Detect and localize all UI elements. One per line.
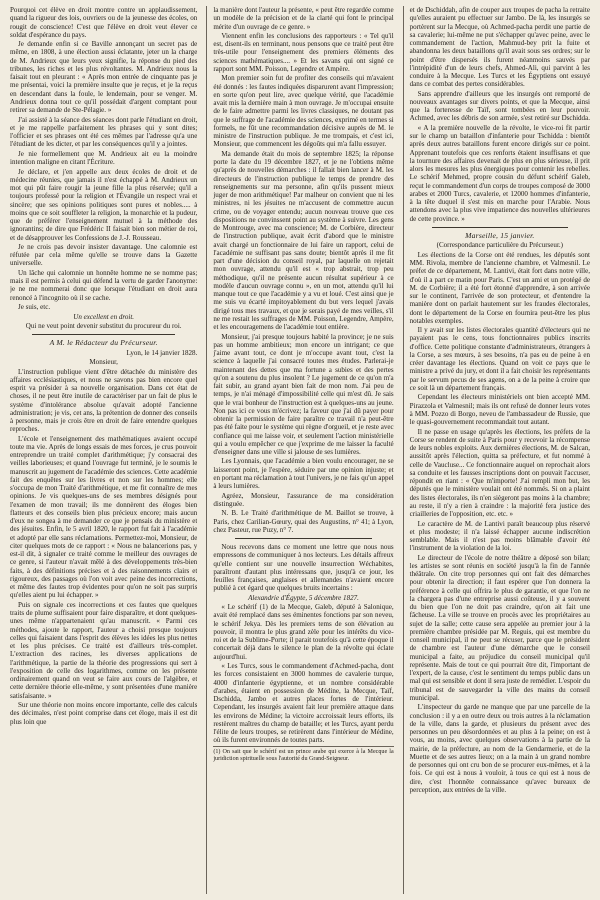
- article-paragraph: « A la première nouvelle de la révolte, le vice-roi fit partir sur le champ un bataillon d'infanterie pour Tschidda : bientôt après deux autres bataillons furent encore dirigés sur ce point. Apprenant toutefois que ces renforts étaient insuffisans et que la tournure des affaires devenait de plus en plus sérieuse, il prit alors les mesures les plus énergiques pour contenir les rebelles. Le schérif Mehmed, propre cousin du défunt schérif Galeb, reçut le commandement d'un corps de troupes composé de 3000 arabes et 2000 Turcs, cavalerie, et 12000 hommes d'infanterie, à la tête duquel il s'est mis en marche pour l'Arabie. Nous attendons avec la plus vive impatience des nouvelles ultérieures de cette province. »: [409, 123, 590, 223]
- report-dateline-text: Alexandrie d'Égypte, 5 décembre 1827.: [248, 593, 359, 602]
- article-paragraph: Cependant les électeurs ministériels ont bien accepté MM. Pirazzola et Valmesnil; mais ils ont refusé de donner leurs votes à MM. Pozzo di Borgo, neveu de l'ambassadeur de Russie, que le quasi-gouvernement recommandait tout autant.: [409, 393, 590, 427]
- article-paragraph: Puis on signale ces incorrections et ces fautes que quelques traits de plume suffisaient pour faire disparaître, et dont quelques-unes même n'appartenaient qu'au manuscrit. « Parmi ces méthodes, ajoute le rapport, l'auteur a choisi presque toujours celles qui faisaient dans l'esprit des élèves les idées les plus nettes et les plus précises. Ce traité est d'ailleurs très-complet. L'extraction des racines, les diverses applications de l'arithmétique, la partie de la théorie des progressions qui sert à l'exposition de celle des logarithmes, comme on les présente ordinairement quand on veut se faire aux cours de l'algèbre, et cette dernière théorie elle-même, y sont présentées d'une manière satisfaisante. »: [10, 600, 198, 700]
- signature-note: Qui ne veut point devenir substitut du procureur du roi.: [25, 321, 182, 330]
- article-paragraph: L'école et l'enseignement des mathématiques avaient occupé toute ma vie. Après de longs essais de mes forces, je crus pouvoir entreprendre un traité complet d'arithmétique; j'y consacrai des veilles laborieuses; et quand l'ouvrage fut terminé, je le soumis le manuscrit au jugement de l'académie des sciences. Cette académie fait des enquêtes sur les livres et non sur les hommes; elle s'occupa de mon Traité d'arithmétique, et me fit connaître de mes opinions. Je vis quelques-uns de ses membres désignés pour l'examen de mon travail; ils me donnèrent des éloges bien flatteurs et des conseils bien plus précieux encore; mais aucun d'eux ne songea à me demander ce que je pensais du ministère et des jésuites. Enfin, le 5 avril 1820, le rapport fut fait à l'académie et adopté par elle sans réclamations. Permettez-moi, Monsieur, de citer quelques mots de ce rapport : « Nous ne balancerions pas, y est-il dit, à signaler ce traité comme le meilleur des ouvrages de ce genre, si l'auteur n'avait mêlé à des développements très-bien faits, à des définitions précises et à des raisonnements clairs et rigoureux, des passages où l'on voit avec peine des incorrections, et même des fautes trop évidentes pour qu'on ne soit pas surpris qu'elles aient pu lui échapper. »: [10, 434, 198, 600]
- section-heading: [410, 232, 590, 240]
- article-paragraph: Il y avait sur les listes électorales quantité d'électeurs qui ne payaient pas le cens, tous fonctionnaires publics inscrits d'office. Cette politique constante d'administrateurs, étrangers à la Corse, a ses mœurs, à ses besoins, n'a pas eu de peine à en créer davantage les élections. Quand on voit ce pays que le ministre a privé du jury, et dont il a fait choisir les représentants par le servum pecus de ses agens, on a de la peine à croire que ce soit là un département français.: [409, 326, 590, 392]
- section-heading-text: Marseille, 15 janvier.: [465, 230, 535, 240]
- article-paragraph: la manière dont l'auteur la présente, « peut être regardée comme un modèle de la précision et de la clarté qui font le principal mérite d'un ouvrage de ce genre. »: [213, 6, 394, 31]
- footnote: (1) On sait que le schérif est un prince arabe qui exerce à la Mecque la juridiction spirituelle sous l'autorité du Grand-Seigneur.: [213, 746, 393, 763]
- column-3: [403, 6, 590, 894]
- closing-line: Je suis, etc.: [18, 303, 51, 312]
- signature-text: Un excellent en droit.: [73, 312, 135, 321]
- newspaper-columns: [10, 6, 590, 894]
- article-paragraph: L'instruction publique vient d'être détachée du ministère des affaires ecclésiastiques, et nous ne savons pas bien encore quel esprit va présider à sa nouvelle organisation. Dans cet état de choses, il ne peut être inutile de caractériser par un fait de plus le système d'intolérance absolue qu'avait adopté l'ancienne administration; je vis, cet ans, la prétention de donner des conseils à personne, mais je crois être en droit de faire entendre quelques reproches.: [10, 367, 198, 434]
- article-paragraph: Monsieur, j'ai presque toujours habité la province; je ne suis pas un homme ambitieux; mon encore un intrigant; ce que j'aime avant tout, ce dont je m'occupe avant tout, c'est la science à laquelle j'ai consacré toutes mes études. Parlerai-je maintenant des dettes que ma fortune a subies et des pertes qu'on a soutenu du plus insolent ? Le jugement de ce qu'on m'a fait subir, au grand ayant bien fait de mon nom. J'ai peu de temps, je n'ai ménagé d'impossibilité celle qui m'est dû. Je sais que le vrai bonheur de l'instruction est à quelques-uns au jeune. Non pas ici ce vous m'écrivez; la faveur que j'ai dû payer pour obtenir la permission de faire paraître ce travail n'a peut-être pas été faite pour le système qui règne d'orgueil, et je reste avec confiance qui me laisse voir, et seulement l'action ministérielle qui a voulu empêcher ce que j'exprime de me laisser la faculté d'enseigner dans une ville si jalouse de ses lumières.: [213, 332, 394, 456]
- letter-dateline: Lyon, le 14 janvier 1828.: [126, 348, 198, 357]
- article-paragraph: Sans apprendre d'ailleurs que les insurgés ont remporté de nouveaux avantages sur divers points, et que la Mecque, ainsi que la forteresse de Taïf, sont tombées en leur pouvoir. Achmed, avec les débris de son armée, s'est retiré sur Dschidda.: [409, 89, 590, 123]
- letter-salutation: Monsieur,: [89, 358, 118, 367]
- signature: [10, 313, 197, 321]
- article-paragraph: Je nie formellement que M. Andrieux ait eu la moindre intention maligne en citant l'Écriture.: [10, 149, 198, 167]
- article-paragraph: « Le schérif (1) de la Mecque, Galeb, député à Salonique, avait été remplacé dans ses éminentes fonctions par son neveu, le schérif Jekya. Dès les premiers tems de son élévation au pouvoir, il montra le plus grand zèle pour les intérêts du vice-roi et de la Sublime-Porte; il parait toutefois qu'à cette époque il concertait déjà dans le silence le plan de la révolte qui éclate aujourd'hui.: [213, 603, 394, 661]
- article-paragraph: Il ne passe en usage qu'après les élections, les préfets de la Corse se rendent de suite à Paris pour y recevoir la récompense de leurs nobles exploits. Aux dernières élections, M. de Salcan, aussitôt après l'élection, quitta sa préfecture, et fut nommé à celle de Vaucluse... Ce fonctionnaire auquel on reprochait alors sa conduite et les fausses inscriptions dont on pouvait l'accuser, répondit en riant : « Que m'importe! J'ai rempli mon but, les députés que le ministère voulait ont été nommés. Si on a plaint des listes électorales, ils n'en siègeront pas moins à la chambre; au reste, il n'y a rien à craindre : la majorité fera justice des criailleries de l'opposition, etc. etc. »: [409, 427, 590, 519]
- article-paragraph: Mon premier soin fut de profiter des conseils qui m'avaient été donnés : les fautes indiquées disparurent avant l'impression; en sorte qu'on peut lire, avec quelque vérité, que l'académie avait mis la dernière main à mon ouvrage. Je m'occupai ensuite de le faire admettre parmi les livres classiques, ne doutant pas que le suffrage de l'académie des sciences, exprimé en termes si formels, ne fût une recommandation décisive auprès de M. le ministre de l'instruction publique. Je me trompais, et c'est ici, Monsieur, que commencent les dégoûts qui m'a fallu essuyer.: [213, 74, 394, 149]
- article-paragraph: Je déclare, et j'en appelle aux deux écoles de droit et de médecine réunies, que jamais il n'est échappé à M. Andrieux un mot qui pût faire rougir la jeune fille la plus réservée; qu'il a toujours professé pour la religion et l'Évangile un respect vrai et sincère; que ses opinions politiques sont pures et nobles..... à moins que ce soit souffleter la religion, la monarchie et la pudeur, que de préférer l'enseignement mutuel à la méthode des ignorantins; de dire que Frédéric II faisait bien son métier de roi, et de désapprouver les Confessions de J.-J. Rousseau.: [10, 167, 198, 242]
- article-note: N. B. Le Traité d'arithmétique de M. Baillot se trouve, à Paris, chez Carilian-Gœury, quai des Augustins, n° 41; à Lyon, chez Pasteur, rue Puzy, n° 7.: [213, 509, 394, 534]
- article-paragraph: Ma demande était du mois de septembre 1825; la réponse porte la date du 19 décembre 1827, et je ne l'obtiens même qu'après de nouvelles démarches : il fallait bien lancer à M. les directeurs de l'instruction publique le temps de prendre des renseignements sur ma personne, afin qu'ils pussent mieux juger de mon arithmétique! Par malheur on convient que ni les ministres, ni les jésuites ne m'accusent de commettre aucun crime, ou de voyager entendu; aucun nouveau trouve que ces dispositions ne convinssent point au système à suivre. Les gens de Montrouge, avec ma conscience; M. de Corbière, directeur de l'instruction publique, avait écrit d'abord que le ministre avait chargé un fonctionnaire de lui faire un rapport, celui de l'académie ne suffisant pas sans doute; bientôt après il me fit part d'une décision du conseil royal, par laquelle on rejetait mon ouvrage, attendu qu'il est « trop abstrait, trop peu méthodique, qu'il ne présente aucun résultat supérieur à ce modèle d'aucun ouvrage connu », en un mot, attendu qu'il lui manque tout ce que l'académie y a vu et loué. C'est ainsi que je me suis vu écarté impitoyablement du but vers lequel j'avais dirigé tous mes travaux, et que je serais payé de mes veilles, s'il ne me restait les suffrages de MM. Poisson, Legendre, Ampère, et les encouragemens de l'académie tout entière.: [213, 149, 394, 332]
- article-paragraph: Sur une théorie non moins encore importante, celle des calculs des décimales, n'est point comprise dans cet éloge, mais il est dit plus loin que: [10, 701, 198, 726]
- article-paragraph: Je ne crois pas devoir insister davantage. Une calomnie est réfutée par cela même qu'elle se trouve dans la Gazette universelle.: [10, 242, 198, 268]
- article-paragraph: Un lâche qui calomnie un honnête homme ne se nomme pas; mais il est permis à celui qui défend la vertu de garder l'anonyme: je ne me nommerai donc que lorsque l'étudiant en droit aura renoncé à l'incognito où il se cache.: [10, 268, 198, 302]
- article-paragraph: et de Dschiddah, afin de couper aux troupes de pacha la retraite qu'elles auraient pu effectuer sur Jambo. De là, les insurgés se portèrent sur la Mecque, où Achmed-pacha perdit une partie de sa cavalerie; lui-même ne put s'échapper qu'avec peine, avec le commandement de l'action, Mahmud-bey prit la fuite et abandonna les deux bataillons qu'il avait sous ses ordres; sur le point d'être dispersés ils furent néanmoins sauvés par l'intrépidité d'un de leurs chefs, Ahmed-Ali, qui parvint à les conduire à la Mecque. Les Turcs et les Égyptiens ont essuyé dans ce combat des pertes considérables.: [409, 6, 590, 89]
- article-paragraph: J'ai assisté à la séance des séances dont parle l'étudiant en droit, et je me rappelle parfaitement les phrases qui y sont dites; l'officier et ses phrases ont été ces mêmes par l'adresse qu'a une l'étudiant de les dicter, et par les conséquences qu'il y a jointes.: [10, 115, 198, 149]
- section-divider: [235, 538, 371, 539]
- column-1: [10, 6, 197, 894]
- article-paragraph: « Les Turcs, sous le commandement d'Achmed-pacha, dont les forces consistaient en 3000 hommes de cavalerie turque, 4000 d'infanterie égyptienne, et un nombre considérable d'arabes, étaient en possession de Médine, la Mecque, Taïf, Dschidda, Jambo et autres places fortes de l'intérieur. Cependant, les insurgés avaient fait leur première attaque dans les environs de Médine; la victoire accroissait leurs efforts, ils restèrent maîtres du champ de bataille; et les Turcs, ayant perdu l'élite de leurs troupes, se retirèrent dans l'intérieur de Médine, où ils furent environnés de toutes parts.: [213, 662, 394, 745]
- article-paragraph: Les élections de la Corse ont été rendues, les députés sont MM. Rivola, membre de l'ancienne chambre, et Valmesnil. Le préfet de ce département, M. Lantivi, était fort dans notre ville, d'où il a part ce matin pour Paris. C'est un ami et un protégé de M. de Corbière; il a été fort étonné d'apprendre, à son arrivée sur le continent, l'arrivée de son protecteur, et d'entendre la manière dont on parlait hautement sur les fraudes électorales, dont le département de la Corse en fournira peut-être les plus notables exemples.: [409, 250, 590, 325]
- article-paragraph: Les Lyonnais, que l'académie a bien voulu encourager, ne se laisseront point, je l'espère, séduire par une opinion injuste; et en portant ma réclamation à tout l'univers, je ne fais qu'un appel à leurs lumières.: [213, 457, 394, 491]
- section-subheading: (Correspondance particulière du Précurseur.): [436, 241, 564, 250]
- article-paragraph: Agréez, Monsieur, l'assurance de ma considération distinguée.: [213, 491, 394, 508]
- letter-heading-text: A M. le Rédacteur du Précurseur.: [49, 338, 158, 348]
- article-paragraph: L'inspecteur du garde ne manque que par une parcelle de la conclusion : il y a en outre deux ou trois autres à la réclamation de la ville, dans la garde, et plusieurs du présent avec des personnes un peu désordonnées et au plus à la peine; on est à vous, au moins, avec quelques observations à la partie de la mairie, de la préfecture, au nom de la Gendarmerie, et de la Muette et de ses autres lieux; on a la main à un grand nombre de personnes qui ont cru bon de se procurer eux-mêmes, et à la fois. Ce qui est à nous à vouloir, à tous ce qui est à nous de dire, c'est l'honnête connaissance qu'avec bureaux de perception, aux entrées de la ville.: [409, 703, 590, 794]
- article-paragraph: Le caractère de M. de Lantivi paraît beaucoup plus réservé et plus modeste; il n'a laissé échapper aucune indiscrétion semblable. Mais il n'est pas moins blâmable d'avoir été l'instrument de la violation de la loi.: [409, 519, 590, 553]
- letter-heading: [10, 339, 197, 347]
- article-paragraph: Je demande enfin si ce Baville annonçant un secret pas de même, en 1808, à une élection aussi éclatante, jeter un la charge de M. Andrieux que leurs yeux signifie, la réponse du pied des tribunes, les riches et les plus révoltantes. M. Andrieux nous la faisait tout en pleurant : « Après mon entrée de cinquante pas je me présentai, voici la première insulte que je reçus, et je la reçus en descendant dans la foule, le lendemain, pour se venger. M. Andrieux donna tout ce qu'il possédait d'argent comptant pour retirer sa demande de Ste-Pélagie. »: [10, 40, 198, 115]
- article-paragraph: Nous recevons dans ce moment une lettre que nous nous empressons de communiquer à nos lecteurs. Les détails affreux qu'elle contient sur une nouvelle insurrection Wéchabites, paraîtront d'autant plus intéressans que, jusqu'à ce jour, les feuilles françaises, anglaises et allemandes n'avaient encore publié à cet égard que quelques bruits incertains :: [213, 543, 394, 593]
- article-paragraph: Le directeur de l'école de notre théâtre a déposé son bilan; les artistes se sont réunis en société jusqu'à la fin de l'année théâtrale. On cite trop personnes qui ont fait des démarches pour obtenir la direction; il faut espérer que l'on donnera la préférence à celle qui offrira le plus de garantie, et que l'on ne la chargera pas d'une entreprise aussi coûteuse, il y a souvent du bien que l'on ne doit pas craindre, qu'on ait fait une fâcheuse. La ville se trouve en procès avec les propriétaires au sujet de la salle; cette cause sera appelée au premier jour à la première chambre présidée par M. Reguis, qui est membre du conseil municipal, il ne peut se récuser, parce que le président de chambre est l'auteur d'une démarche que le conseil municipal a faite, au préjudice du conseil municipal qu'il représente. Mais de tout ce qui pourrait être dit, l'important de l'expert, de la cause, c'est le sentiment du temps public dans un mal qui est sensible et dont il sera juste de remédier. L'espoir du tribunal est de sauvegarder la ville des mains du conseil municipal.: [409, 553, 590, 702]
- section-divider: [32, 334, 175, 335]
- report-dateline: [213, 594, 393, 602]
- article-paragraph: Pourquoi cet élève en droit montre contre un applaudissement, quand la rigueur des lois, ouvriers ou de la jeunesse des écoles, on rougit de conscience! C'est que l'élève en droit veut élever ce soldat d'espérance du pays.: [10, 6, 198, 39]
- column-2: [206, 6, 393, 894]
- section-divider: [432, 227, 568, 228]
- article-paragraph: Viennent enfin les conclusions des rapporteurs : « Tel qu'il est, disent-ils en terminant, nous pensons que ce traité peut être très-utile pour l'enseignement des premiers éléments des sciences mathématiques.... » Et les savans qui ont signé ce rapport sont MM. Poisson, Legendre et Ampère.: [213, 31, 394, 73]
